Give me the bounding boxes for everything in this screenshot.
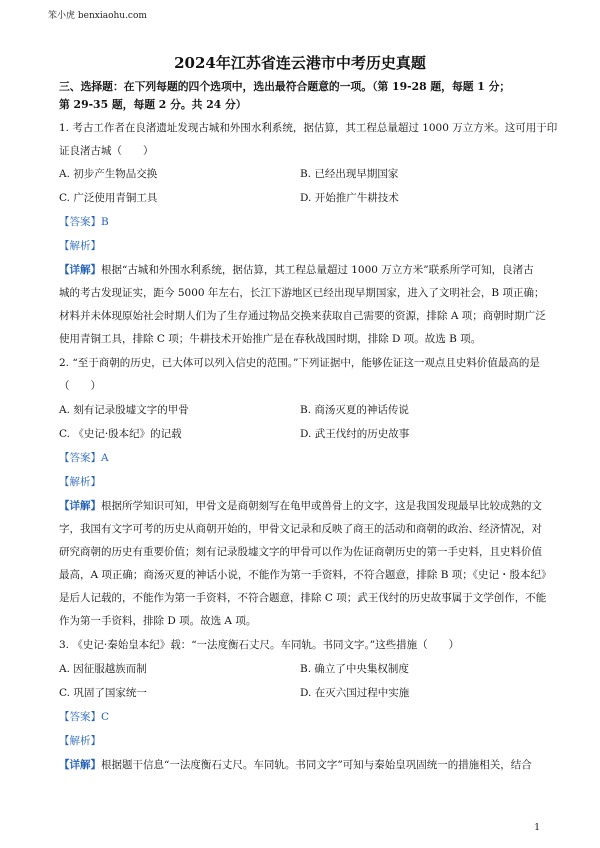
question-3-option-b: B. 确立了中央集权制度 xyxy=(300,663,409,675)
question-3-stem-line1: 3. 《史记·秦始皇本纪》载：“一法度衡石丈尺。车同轨。书同文字。”这些措施（ ） xyxy=(59,639,460,651)
question-1-analysis-label: 【解析】 xyxy=(59,240,101,252)
question-2-detail-line2: 字，我国有文字可考的历史从商朝开始的，甲骨文记录和反映了商王的活动和商朝的政治、经济情况，对 xyxy=(59,523,542,535)
site-watermark: 笨小虎 benxiaohu.com xyxy=(48,11,147,21)
question-2-detail-line3: 研究商朝的历史有重要价值；刻有记录殷墟文字的甲骨可以作为佐证商朝历史的第一手史料，且史料价值 xyxy=(59,546,542,558)
question-3-option-d: D. 在灭六国过程中实施 xyxy=(300,687,410,699)
question-1-stem-line2: 证良渚古城（ ） xyxy=(59,145,154,157)
question-1-detail-line2: 城的考古发现证实，距今 5000 年左右，长江下游地区已经出现早期国家，进入了文明社会，B 项正确； xyxy=(59,287,545,299)
section-heading-line1: 三、选择题：在下列每题的四个选项中，选出最符合题意的一项。（第 19-28 题，每题 1 分； xyxy=(59,80,511,93)
question-1-option-a: A. 初步产生物品交换 xyxy=(59,168,158,180)
question-2-detail-line6: 作为第一手资料，排除 D 项。故选 A 项。 xyxy=(59,615,257,627)
question-3-answer: 【答案】C xyxy=(59,711,110,723)
question-2-stem-line2: （ ） xyxy=(59,380,101,392)
question-1-detail-line3: 材料并未体现原始社会时期人们为了生存通过物品交换来获取自己需要的资源，排除 A 项；商朝时期广泛 xyxy=(59,310,546,322)
page-number: 1 xyxy=(534,823,540,833)
question-3-option-c: C. 巩固了国家统一 xyxy=(59,687,147,699)
question-2-option-d: D. 武王伐纣的历史故事 xyxy=(300,428,410,440)
question-2-stem-line1: 2. “至于商朝的历史，已大体可以列入信史的范围。”下列证据中，能够佐证这一观点且史料价值最高的是 xyxy=(59,357,540,369)
section-heading-line2: 第 29-35 题，每题 2 分。共 24 分） xyxy=(59,98,247,111)
question-2-option-c: C. 《史记·殷本纪》的记载 xyxy=(59,428,182,440)
question-2-detail-line5: 是后人记载的，不能作为第一手资料，不符合题意，排除 C 项；武王伐纣的历史故事属于文学创作，不能 xyxy=(59,592,547,604)
question-2-option-b: B. 商汤灭夏的神话传说 xyxy=(300,404,409,416)
question-1-option-c: C. 广泛使用青铜工具 xyxy=(59,192,158,204)
question-1-detail-line4: 使用青铜工具，排除 C 项；牛耕技术开始推广是在春秋战国时期，排除 D 项。故选 B 项。 xyxy=(59,333,482,345)
question-1-stem-line1: 1. 考古工作者在良渚遗址发现古城和外围水利系统，据估算，其工程总量超过 1000 万立方米。这可用于印 xyxy=(59,122,558,134)
question-1-option-b: B. 已经出现早期国家 xyxy=(300,168,399,180)
page-title: 2024年江苏省连云港市中考历史真题 xyxy=(174,54,426,72)
question-3-analysis-label: 【解析】 xyxy=(59,735,101,747)
question-1-detail-line1: 根据“古城和外围水利系统，据估算，其工程总量超过 1000 万立方米”联系所学可知，良渚古 xyxy=(101,264,534,276)
question-3-option-a: A. 因征服越族而制 xyxy=(59,663,147,675)
question-2-detail-line1: 根据所学知识可知，甲骨文是商朝刻写在龟甲或兽骨上的文字，这是我国发现最早比较成熟的文 xyxy=(101,500,542,512)
question-2-answer: 【答案】A xyxy=(59,452,109,464)
question-2-detail-label: 【详解】 xyxy=(59,500,101,512)
question-2-analysis-label: 【解析】 xyxy=(59,476,101,488)
question-2-detail-line4: 最高，A 项正确；商汤灭夏的神话小说，不能作为第一手资料，不符合题意，排除 B 项；《史记・殷本纪》 xyxy=(59,569,552,581)
question-3-detail-line1: 根据题干信息“一法度衡石丈尺。车同轨。书同文字”可知与秦始皇巩固统一的措施相关，结合 xyxy=(101,759,532,771)
question-1-detail-label: 【详解】 xyxy=(59,264,101,276)
question-2-option-a: A. 刻有记录殷墟文字的甲骨 xyxy=(59,404,189,416)
question-1-option-d: D. 开始推广牛耕技术 xyxy=(300,192,399,204)
question-3-detail-label: 【详解】 xyxy=(59,759,101,771)
question-1-answer: 【答案】B xyxy=(59,216,109,228)
